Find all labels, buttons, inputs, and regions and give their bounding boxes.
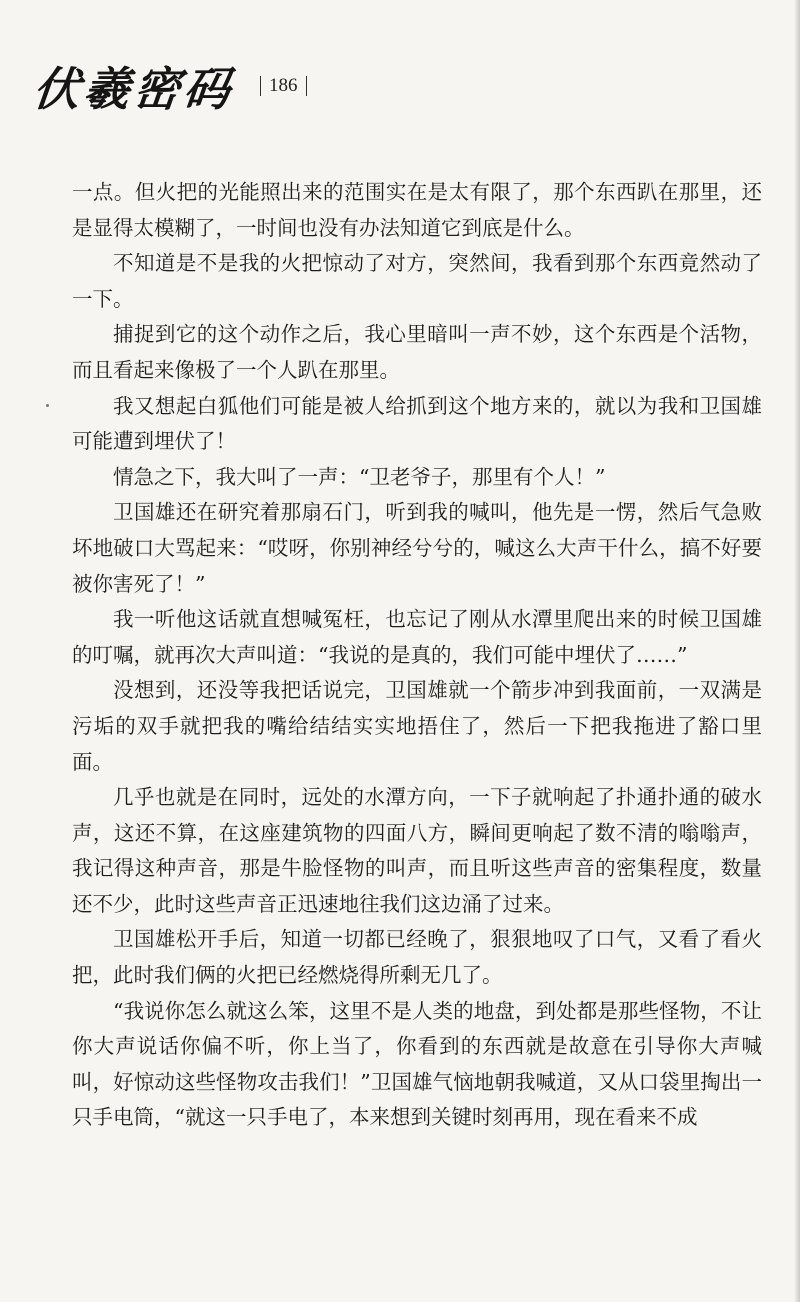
paragraph: 没想到，还没等我把话说完，卫国雄就一个箭步冲到我面前，一双满是污垢的双手就把我的嘴给结结实实地捂住了，然后一下把我拖进了豁口里面。	[72, 678, 762, 774]
paragraph: 一点。但火把的光能照出来的范围实在是太有限了，那个东西趴在那里，还是显得太模糊了，一时间也没有办法知道它到底是什么。	[72, 180, 762, 240]
body-text	[72, 175, 762, 1136]
scan-edge-shadow	[794, 0, 800, 1302]
paragraph: 我又想起白狐他们可能是被人给抓到这个地方来的，就以为我和卫国雄可能遭到埋伏了！	[72, 393, 762, 454]
right-divider	[306, 76, 307, 96]
paragraph: 我一听他这话就直想喊冤枉，也忘记了刚从水潭里爬出来的时候卫国雄的叮嘱，就再次大声叫道：“我说的是真的，我们可能中埋伏了……”	[72, 607, 762, 667]
left-divider	[260, 76, 261, 96]
paragraph: 卫国雄松开手后，知道一切都已经晚了，狠狠地叹了口气，又看了看火把，此时我们俩的火把已经燃烧得所剩无几了。	[72, 927, 762, 988]
page-header	[30, 56, 307, 116]
scan-speck	[46, 404, 49, 407]
paragraph: “我说你怎么就这么笨，这里不是人类的地盘，到处都是那些怪物，不让你大声说话你偏不听，你上当了，你看到的东西就是故意在引导你大声喊叫，好惊动这些怪物攻击我们！”卫国雄气恼地朝我喊道，又从口袋里掏出一只手电筒，“就这一只手电了，本来想到关键时刻再用，现在看来不成	[72, 998, 762, 1130]
book-title: 伏羲密码	[30, 62, 237, 116]
page-number-block	[260, 75, 307, 97]
paragraph: 卫国雄还在研究着那扇石门，听到我的喊叫，他先是一愣，然后气急败坏地破口大骂起来：“哎呀，你别神经兮兮的，喊这么大声干什么，搞不好要被你害死了！”	[72, 500, 762, 596]
paragraph: 不知道是不是我的火把惊动了对方，突然间，我看到那个东西竟然动了一下。	[72, 251, 762, 311]
page-number: 186	[269, 75, 298, 96]
paragraph: 情急之下，我大叫了一声：“卫老爷子，那里有个人！”	[113, 464, 606, 489]
paragraph: 捕捉到它的这个动作之后，我心里暗叫一声不妙，这个东西是个活物，而且看起来像极了一个人趴在那里。	[72, 322, 762, 382]
paragraph: 几乎也就是在同时，远处的水潭方向，一下子就响起了扑通扑通的破水声，这还不算，在这座建筑物的四面八方，瞬间更响起了数不清的嗡嗡声，我记得这种声音，那是牛脸怪物的叫声，而且听这些声音的密集程度，数量还不少，此时这些声音正迅速地往我们这边涌了过来。	[72, 785, 762, 916]
